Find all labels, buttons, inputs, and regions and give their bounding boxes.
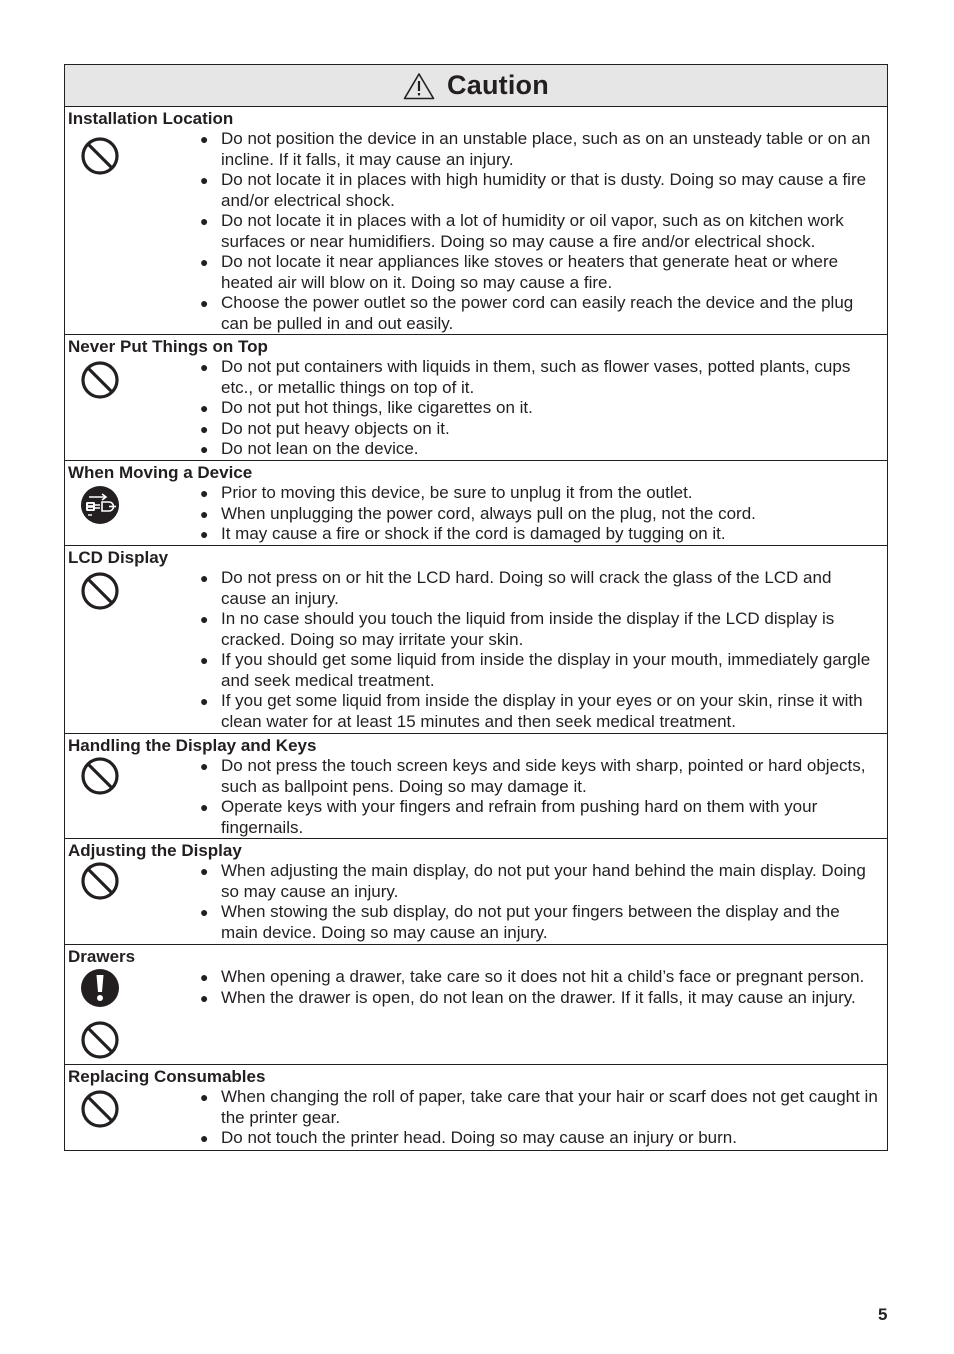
section-title: Installation Location <box>68 109 234 128</box>
prohibited-icon <box>80 1020 120 1060</box>
section-title: Drawers <box>68 947 136 966</box>
section-handling-the-display-and-keys <box>65 734 887 839</box>
list-item: ● Do not put hot things, like cigarettes on it. <box>200 398 533 417</box>
section-when-moving-a-device <box>65 461 887 546</box>
warning-triangle-icon <box>403 72 435 100</box>
section-adjusting-the-display <box>65 839 887 945</box>
unplug-icon <box>80 485 120 525</box>
section-title: Handling the Display and Keys <box>68 736 317 755</box>
section-title: Never Put Things on Top <box>68 337 268 356</box>
section-replacing-consumables <box>65 1065 887 1150</box>
section-installation-location <box>65 107 887 335</box>
section-icons <box>65 129 141 334</box>
list-item: ● If you should get some liquid from inside the display in your mouth, immediately gargle and seek medical treatment. <box>200 650 871 690</box>
section-icons <box>65 357 141 460</box>
prohibited-icon <box>80 360 120 400</box>
prohibited-icon <box>80 861 120 901</box>
page-number: 5 <box>878 1305 888 1324</box>
section-never-put-things-on-top <box>65 335 887 461</box>
section-title: Adjusting the Display <box>68 841 242 860</box>
section-drawers <box>65 945 887 1065</box>
list-item: ● When the drawer is open, do not lean on the drawer. If it falls, it may cause an injury. <box>200 987 856 1007</box>
list-item: ● Do not press on or hit the LCD hard. Doing so will crack the glass of the LCD and cause an injury. <box>200 568 832 608</box>
list-item: ● Do not put containers with liquids in them, such as flower vases, potted plants, cups etc., or metallic things on top of it. <box>200 357 851 397</box>
prohibited-icon <box>80 136 120 176</box>
list-item: ● Operate keys with your fingers and refrain from pushing hard on them with your fingernails. <box>200 797 818 837</box>
prohibited-icon <box>80 756 120 796</box>
list-item: ● Do not locate it in places with high humidity or that is dusty. Doing so may cause a fire and/or electrical shock. <box>200 170 867 210</box>
list-item: ● Do not put heavy objects on it. <box>200 418 450 438</box>
section-icons <box>65 483 141 545</box>
section-icons <box>65 1087 141 1149</box>
section-title: Replacing Consumables <box>68 1067 266 1086</box>
section-title: When Moving a Device <box>68 463 253 482</box>
section-icons <box>65 861 141 943</box>
list-item: ● Do not press the touch screen keys and side keys with sharp, pointed or hard objects, such as ballpoint pens. Doing so may damage it. <box>200 756 866 796</box>
list-item: ● Do not position the device in an unstable place, such as on an unsteady table or on an incline. If it falls, it may cause an injury. <box>200 129 871 169</box>
prohibited-icon <box>80 1089 120 1129</box>
list-item: ● Do not touch the printer head. Doing so may cause an injury or burn. <box>200 1128 737 1147</box>
list-item: ● Prior to moving this device, be sure to unplug it from the outlet. <box>200 483 693 502</box>
list-item: ● If you get some liquid from inside the display in your eyes or on your skin, rinse it with clean water for at least 15 minutes and then seek medical treatment. <box>200 691 863 731</box>
section-icons <box>65 967 141 1008</box>
list-item: ● Do not lean on the device. <box>200 439 419 458</box>
section-icons <box>65 756 141 838</box>
list-item: ● When unplugging the power cord, always pull on the plug, not the cord. <box>200 503 756 523</box>
caution-header <box>65 65 887 107</box>
list-item: ● Do not locate it in places with a lot of humidity or oil vapor, such as on kitchen work surfaces or near humidifiers. Doing so may cause a fire and/or electrical shock. <box>200 211 844 251</box>
list-item: ● When opening a drawer, take care so it does not hit a child’s face or pregnant person. <box>200 967 865 986</box>
caution-table <box>64 64 888 1151</box>
section-title: LCD Display <box>68 548 169 567</box>
list-item: ● When adjusting the main display, do not put your hand behind the main display. Doing so may cause an injury. <box>200 861 866 901</box>
section-icons <box>65 568 141 732</box>
prohibited-icon <box>80 571 120 611</box>
list-item: ● In no case should you touch the liquid from inside the display if the LCD display is cracked. Doing so may irritate your skin. <box>200 609 835 649</box>
section-lcd-display <box>65 546 887 734</box>
list-item: ● Choose the power outlet so the power cord can easily reach the device and the plug can be pulled in and out easily. <box>200 293 854 333</box>
list-item: ● It may cause a fire or shock if the cord is damaged by tugging on it. <box>200 524 726 543</box>
list-item: ● When changing the roll of paper, take care that your hair or scarf does not get caught in the printer gear. <box>200 1087 878 1127</box>
exclamation-icon <box>80 968 120 1008</box>
list-item: ● Do not locate it near appliances like stoves or heaters that generate heat or where heated air will blow on it. Doing so may cause a fire. <box>200 252 839 292</box>
caution-title: Caution <box>447 70 549 100</box>
list-item: ● When stowing the sub display, do not put your fingers between the display and the main device. Doing so may cause an injury. <box>200 902 840 942</box>
